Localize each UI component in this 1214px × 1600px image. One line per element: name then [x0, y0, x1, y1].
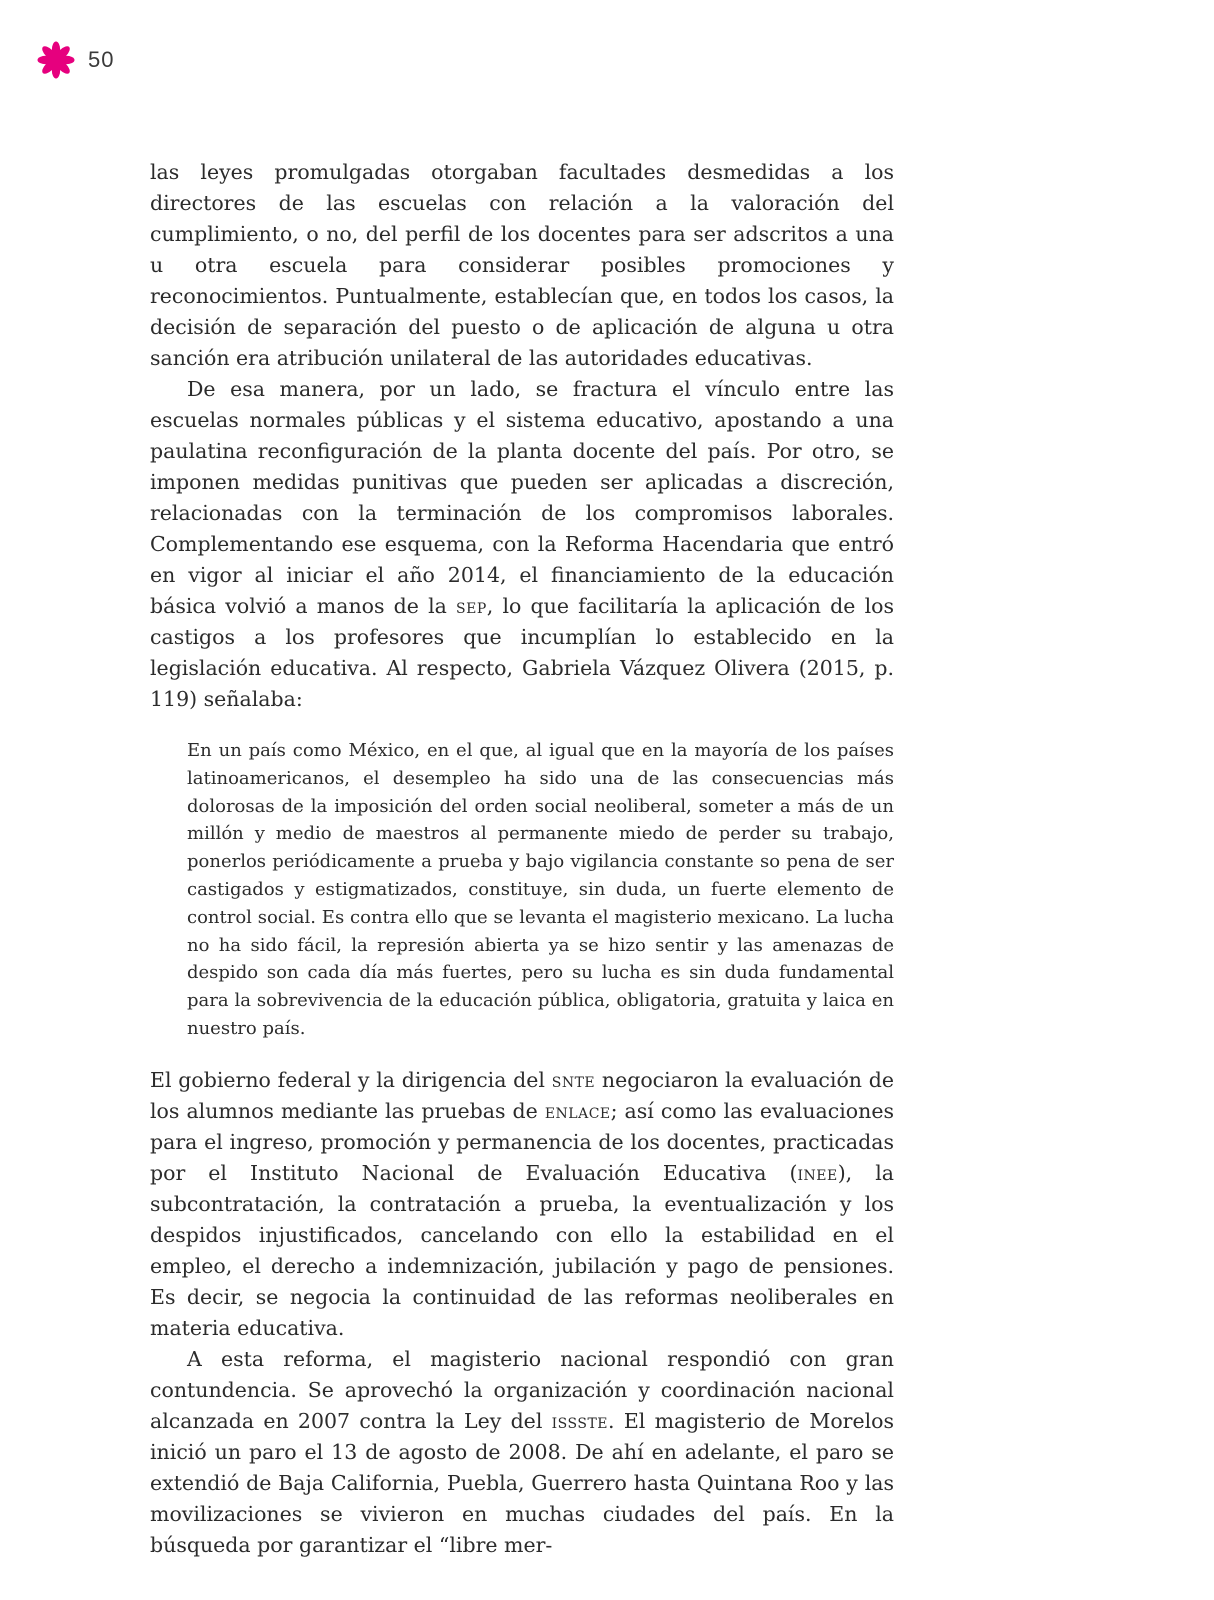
- quote-text: En un país como México, en el que, al igual que en la mayoría de los países latinoamericanos, el desempleo ha sido una de las consecuencias más dolorosas de la imposición del orden social neoliberal, someter a más de un millón y medio de maestros al permanente miedo de perder su trabajo, ponerlos periódicamente a prueba y bajo vigilancia constante so pena de ser castigados y estigmatizados, constituye, sin duda, un fuerte elemento de control social. Es contra ello que se levanta el magisterio mexicano. La lucha no ha sido fácil, la represión abierta ya se hizo sentir y las amenazas de despido son cada día más fuertes, pero su lucha es sin duda fundamental para la sobrevivencia de la educación pública, obligatoria, gratuita y laica en nuestro país.: [187, 740, 894, 1039]
- page-number: 50: [88, 47, 115, 72]
- acronym-snte: snte: [551, 1067, 596, 1092]
- acronym-enlace: enlace: [544, 1098, 611, 1123]
- acronym-sep: sep: [456, 594, 487, 618]
- acronym-inee: inee: [797, 1160, 838, 1185]
- paragraph: A esta reforma, el magisterio nacional respondió con gran contundencia. Se aprovechó la organización y coordinación nacional alcanzada en 2007 contra la Ley del issste. El magisterio de Morelos inició un paro el 13 de agosto de 2008. De ahí en adelante, el paro se extendió de Baja California, Puebla, Guerrero hasta Quintana Roo y las movilizaciones se vivieron en muchas ciudades del país. En la búsqueda por garantizar el “libre mer-: [150, 1346, 895, 1557]
- paragraph: De esa manera, por un lado, se fractura el vínculo entre las escuelas normales públicas y el sistema educativo, apostando a una paulatina reconfiguración de la planta docente del país. Por otro, se imponen medidas punitivas que pueden ser aplicadas a discreción, relacionadas con la terminación de los compromisos laborales. Complementando ese esquema, con la Reforma Hacendaria que entró en vigor al iniciar el año 2014, el financiamiento de la educación básica volvió a manos de la sep, lo que facilitaría la aplicación de los castigos a los profesores que incumplían lo establecido en la legislación educativa. Al respecto, Gabriela Vázquez Olivera (2015, p. 119) señalaba:: [150, 377, 894, 711]
- asterisk-icon: [36, 40, 76, 80]
- block-quote: [187, 737, 894, 1043]
- paragraph: las leyes promulgadas otorgaban facultades desmedidas a los directores de las escuelas con relación a la valoración del cumplimiento, o no, del perfil de los docentes para ser adscritos a una u otra escuela para considerar posibles promociones y reconocimientos. Puntualmente, establecían que, en todos los casos, la decisión de separación del puesto o de aplicación de alguna u otra sanción era atribución unilateral de las autoridades educativas.: [150, 160, 894, 370]
- page-header: [36, 40, 114, 80]
- acronym-issste: issste: [551, 1408, 609, 1433]
- paragraph: El gobierno federal y la dirigencia del snte negociaron la evaluación de los alumnos mediante las pruebas de enlace; así como las evaluaciones para el ingreso, promoción y permanencia de los docentes, practicadas por el Instituto Nacional de Evaluación Educativa (inee), la subcontratación, la contratación a prueba, la eventualización y los despidos injustificados, cancelando con ello la estabilidad en el empleo, el derecho a indemnización, jubilación y pago de pensiones. Es decir, se negocia la continuidad de las reformas neoliberales en materia educativa.: [150, 1067, 895, 1340]
- main-text: [150, 157, 894, 1561]
